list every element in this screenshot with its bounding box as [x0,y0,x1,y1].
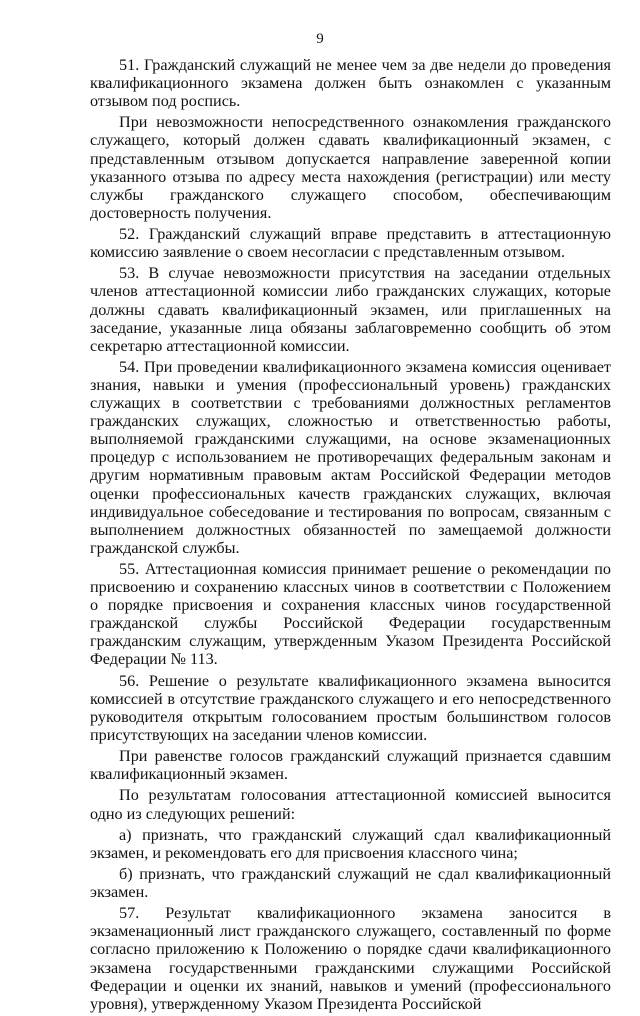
paragraph-51: 51. Гражданский служащий не менее чем за две недели до проведения квалификационного экзамена должен быть ознакомлен с указанным отзывом под роспись. [90,56,611,111]
paragraph-51-continued: При невозможности непосредственного ознакомления гражданского служащего, который должен сдавать квалификационный экзамен, с представленным отзывом допускается направление заверенной копии указанного отзыва по адресу места нахождения (регистрации) или месту службы гражданского служащего способом, обеспечивающим достоверность получения. [90,113,611,222]
paragraph-54: 54. При проведении квалификационного экзамена комиссия оценивает знания, навыки и умения (профессиональный уровень) гражданских служащих в соответствии с требованиями должностных регламентов гражданских служащих, сложностью и ответственностью работы, выполняемой гражданскими служащими, на основе экзаменационных процедур с использованием не противоречащих федеральным законам и другим нормативным правовым актам Российской Федерации методов оценки профессиональных качеств гражданских служащих, включая индивидуальное собеседование и тестирования по вопросам, связанным с выполнением должностных обязанностей по замещаемой должности гражданской службы. [90,357,611,557]
paragraph-55: 55. Аттестационная комиссия принимает решение о рекомендации по присвоению и сохранению классных чинов в соответствии с Положением о порядке присвоения и сохранения классных чинов государственной гражданской службы Российской Федерации государственным гражданским служащим, утвержденным Указом Президента Российской Федерации № 113. [90,560,611,669]
paragraph-52: 52. Гражданский служащий вправе представить в аттестационную комиссию заявление о своем несогласии с представленным отзывом. [90,225,611,262]
document-body [90,56,611,1016]
page-number: 9 [316,31,324,47]
paragraph-56-decisions-intro: По результатам голосования аттестационной комиссией выносится одно из следующих решений: [90,786,611,823]
paragraph-56-tie-rule: При равенстве голосов гражданский служащий признается сдавшим квалификационный экзамен. [90,747,611,784]
paragraph-53: 53. В случае невозможности присутствия на заседании отдельных членов аттестационной комиссии либо гражданских служащих, которые должны сдавать квалификационный экзамен, или приглашенных на заседание, указанные лица обязаны заблаговременно сообщить об этом секретарю аттестационной комиссии. [90,264,611,355]
paragraph-56: 56. Решение о результате квалификационного экзамена выносится комиссией в отсутствие гражданского служащего и его непосредственного руководителя открытым голосованием простым большинством голосов присутствующих на заседании членов комиссии. [90,671,611,744]
decision-item-a: а) признать, что гражданский служащий сдал квалификационный экзамен, и рекомендовать его для присвоения классного чина; [90,825,611,862]
decision-item-b: б) признать, что гражданский служащий не сдал квалификационный экзамен. [90,864,611,902]
paragraph-57: 57. Результат квалификационного экзамена заносится в экзаменационный лист гражданского служащего, составленный по форме согласно приложению к Положению о порядке сдачи квалификационного экзамена государственными гражданскими служащими Российской Федерации и оценки их знаний, навыков и умений (профессионального уровня), утвержденному Указом Президента Российской [90,904,611,1013]
